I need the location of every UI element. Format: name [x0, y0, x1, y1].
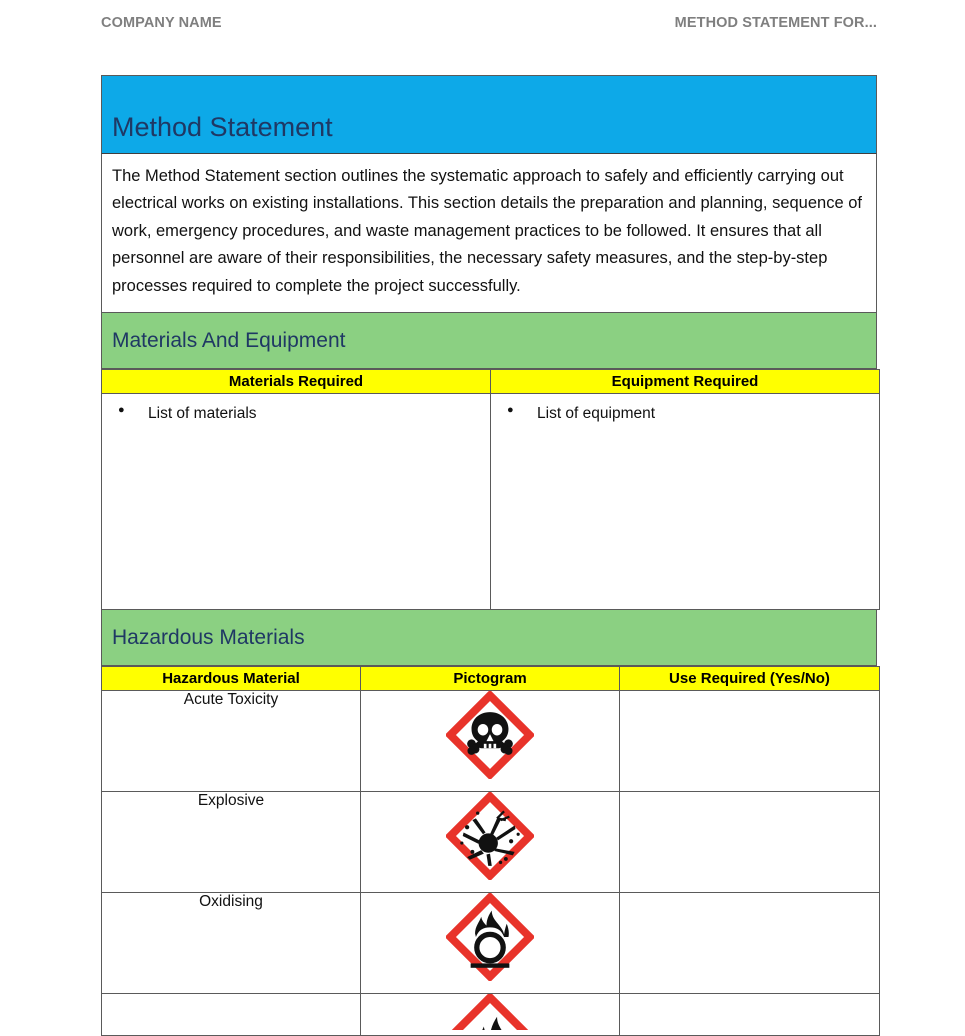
ghs-skull-crossbones-icon — [446, 691, 534, 779]
header-document-title: METHOD STATEMENT FOR... — [674, 15, 877, 31]
method-statement-intro-block — [101, 154, 877, 313]
materials-required-cell[interactable] — [102, 393, 491, 609]
materials-equipment-table — [101, 369, 880, 610]
hazard-pictogram-cell — [361, 993, 620, 1035]
materials-list — [102, 404, 490, 424]
table-row — [102, 690, 880, 791]
section-header-hazardous-materials — [101, 610, 877, 666]
table-row — [102, 892, 880, 993]
column-header-hazardous-material: Hazardous Material — [102, 666, 361, 690]
hazard-name-cell: Explosive — [102, 791, 361, 892]
page-running-header — [101, 0, 877, 46]
table-header-row — [102, 666, 880, 690]
column-header-materials-required: Materials Required — [102, 369, 491, 393]
table-row — [102, 993, 880, 1035]
use-required-cell[interactable] — [620, 892, 880, 993]
column-header-pictogram: Pictogram — [361, 666, 620, 690]
hazard-pictogram-cell — [361, 791, 620, 892]
use-required-cell[interactable] — [620, 791, 880, 892]
hazard-name-cell: Acute Toxicity — [102, 690, 361, 791]
header-company-name: COMPANY NAME — [101, 15, 222, 31]
hazard-name-cell: Oxidising — [102, 892, 361, 993]
table-row — [102, 791, 880, 892]
use-required-cell[interactable] — [620, 690, 880, 791]
hazard-pictogram-cell — [361, 892, 620, 993]
equipment-required-cell[interactable] — [491, 393, 880, 609]
hazard-pictogram-cell — [361, 690, 620, 791]
table-header-row — [102, 369, 880, 393]
section-title-materials: Materials And Equipment — [112, 328, 346, 352]
hazardous-materials-table — [101, 666, 880, 1036]
table-row — [102, 393, 880, 609]
equipment-list — [491, 404, 879, 424]
ghs-exploding-bomb-icon — [446, 792, 534, 880]
document-body — [101, 75, 877, 1036]
column-header-equipment-required: Equipment Required — [491, 369, 880, 393]
section-header-materials-and-equipment — [101, 313, 877, 369]
list-item: ● List of materials — [148, 404, 490, 424]
ghs-flame-over-circle-icon — [446, 893, 534, 981]
page-title: Method Statement — [112, 112, 333, 143]
hazard-name-cell — [102, 993, 361, 1035]
use-required-cell[interactable] — [620, 993, 880, 1035]
list-item: ● List of equipment — [537, 404, 879, 424]
section-title-hazardous: Hazardous Materials — [112, 625, 305, 649]
intro-paragraph: The Method Statement section outlines the systematic approach to safely and efficiently carrying out electrical works on existing installations. This section details the preparation and planning, sequence of work, emergency procedures, and waste management practices to be followed. It ensures that all personnel are aware of their responsibilities, the necessary safety measures, and the step-by-step processes required to complete the project successfully. — [112, 167, 862, 295]
method-statement-title-banner — [101, 75, 877, 154]
ghs-flame-icon — [446, 994, 534, 1030]
column-header-use-required: Use Required (Yes/No) — [620, 666, 880, 690]
